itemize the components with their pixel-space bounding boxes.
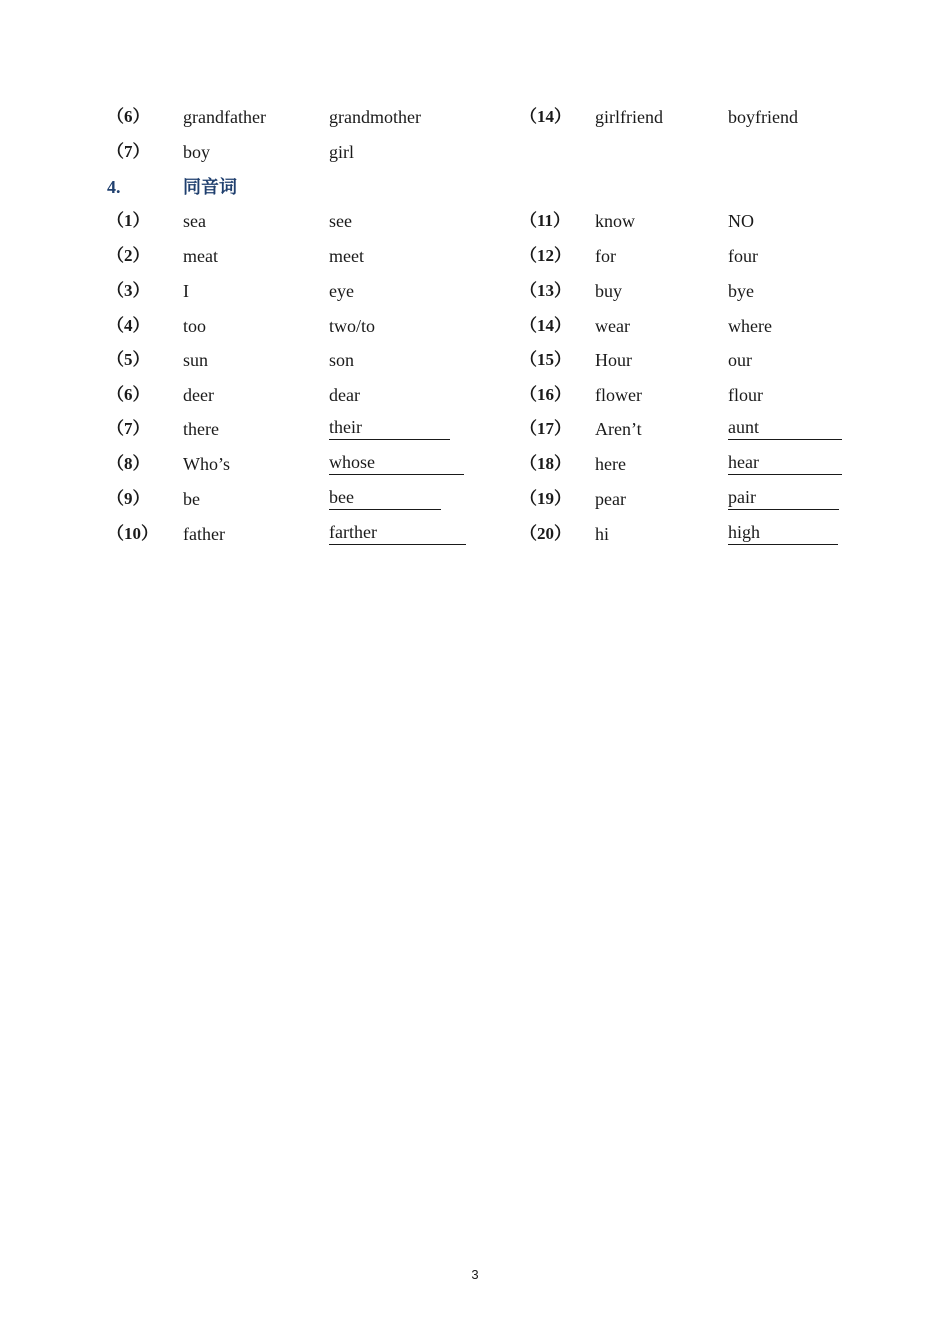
homophone-answer: hear [728,451,842,475]
item-number: （2） [107,246,150,265]
homophone-row [0,243,950,269]
item-number: （3） [107,281,150,300]
word: pear [595,489,626,509]
word: deer [183,385,214,405]
word-pair-row [0,104,950,130]
word: sea [183,211,206,231]
homophone: see [329,211,352,231]
word: buy [595,281,622,301]
homophone: flour [728,385,763,405]
word-pair-row [0,139,950,165]
word: too [183,316,207,336]
word: sun [183,350,209,370]
word: Who’s [183,454,230,474]
homophone-answer: farther [329,521,466,545]
item-number: （8） [107,454,150,473]
homophone: bye [728,281,754,301]
word: wear [595,316,630,336]
item-number: （18） [520,454,571,473]
item-number: （14） [520,107,571,126]
homophone-row [0,416,950,442]
item-number: （1） [107,211,150,230]
homophone: meet [329,246,364,266]
homophone: son [329,350,355,370]
word: Aren’t [595,419,642,439]
item-number: （7） [107,142,150,161]
homophone: eye [329,281,354,301]
word: I [183,281,189,301]
word: father [183,524,225,544]
item-number: （6） [107,107,150,126]
item-number: （5） [107,350,150,369]
homophone-row [0,313,950,339]
item-number: （17） [520,419,571,438]
word: grandfather [183,107,266,127]
word: there [183,419,219,439]
homophone-row [0,208,950,234]
item-number: （13） [520,281,571,300]
homophone: two/to [329,316,376,336]
item-number: （12） [520,246,571,265]
homophone-row [0,382,950,408]
word: be [183,489,200,509]
word: Hour [595,350,632,370]
section-title: 同音词 [183,177,237,197]
homophone-answer: whose [329,451,464,475]
item-number: （4） [107,316,150,335]
homophone-row [0,278,950,304]
item-number: （10） [107,524,158,543]
item-number: （19） [520,489,571,508]
word: girlfriend [595,107,663,127]
item-number: （14） [520,316,571,335]
item-number: （6） [107,385,150,404]
item-number: （11） [520,211,571,230]
item-number: （15） [520,350,571,369]
homophone-answer: their [329,416,450,440]
item-number: （16） [520,385,571,404]
homophone-answer: aunt [728,416,842,440]
word: hi [595,524,610,544]
item-number: （7） [107,419,150,438]
word: meat [183,246,218,266]
page-number: 3 [471,1267,479,1282]
word: here [595,454,626,474]
word: for [595,246,616,266]
homophone: our [728,350,752,370]
homophone-row [0,486,950,512]
word-pair-match: boyfriend [728,107,798,127]
homophone: dear [329,385,360,405]
word: flower [595,385,642,405]
word: boy [183,142,210,162]
homophone: four [728,246,758,266]
homophone: where [728,316,772,336]
word: know [595,211,635,231]
homophone: NO [728,211,754,231]
homophone-answer: bee [329,486,441,510]
item-number: （9） [107,489,150,508]
section-heading [0,174,950,200]
homophone-answer: high [728,521,838,545]
item-number: （20） [520,524,571,543]
homophone-row [0,451,950,477]
word-pair-match: grandmother [329,107,421,127]
section-number: 4. [107,177,121,197]
homophone-row [0,521,950,547]
homophone-answer: pair [728,486,839,510]
word-pair-match: girl [329,142,354,162]
homophone-row [0,347,950,373]
